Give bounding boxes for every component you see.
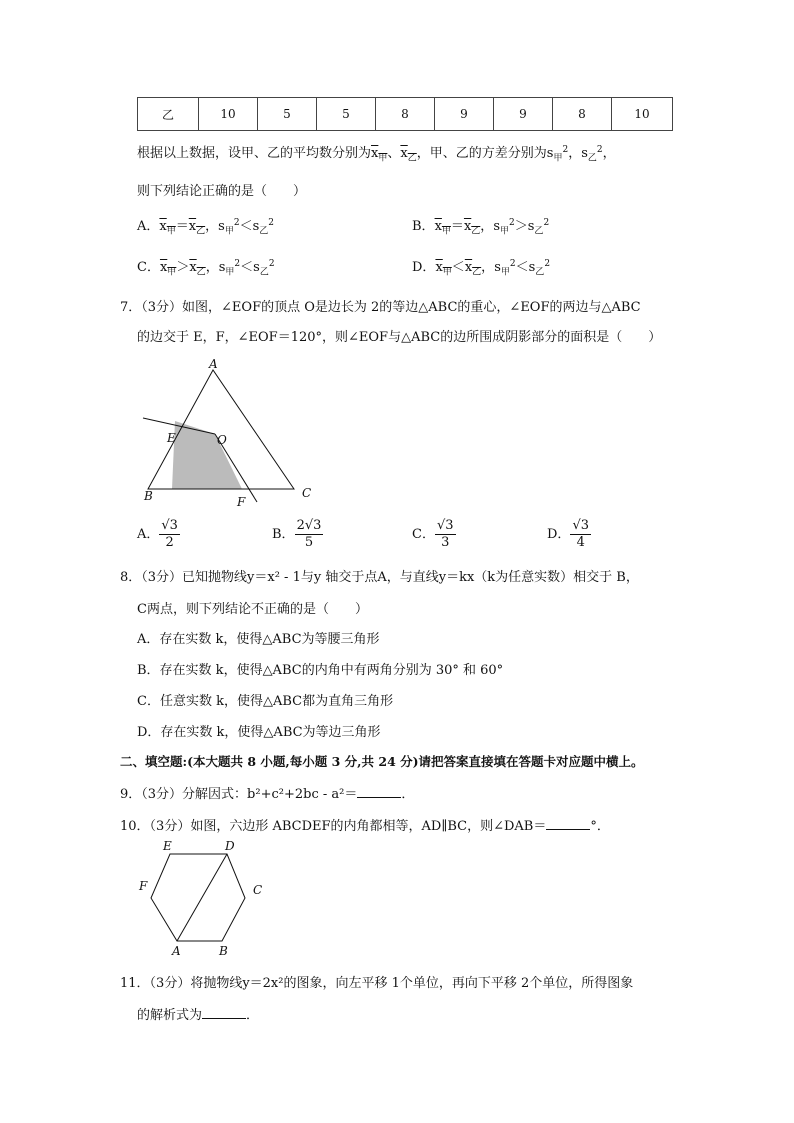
q11-line1: 11．（3分）将抛物线y＝2x²的图象，向左平移 1个单位，再向下平移 2个单位，所得图象 [120, 976, 634, 991]
q11-line2: 的解析式为 ． [137, 1008, 260, 1023]
q8-option-c: C．任意实数 k，使得△ABC都为直角三角形 [137, 694, 394, 709]
q7-option-c: C． $\frac{√3}{3}$ [412, 518, 454, 550]
label-a: A [172, 944, 181, 958]
table-row [138, 98, 673, 131]
hexagon-abcdef [151, 854, 245, 941]
table-cell: 5 [317, 98, 376, 131]
table-cell: 5 [258, 98, 317, 131]
q6-option-b: B．$x_甲=x_乙$，$s_甲^2>s_乙^2$ [412, 218, 550, 237]
label-c: C [302, 486, 312, 500]
q8-option-d: D．存在实数 k，使得△ABC为等边三角形 [137, 725, 381, 740]
q7-option-b: B． $\frac{2√3}{5}$ [272, 518, 322, 550]
q7-line2: 的边交于 E，F，∠EOF＝120°，则∠EOF与△ABC的边所围成阴影部分的面积是（ ） [137, 330, 662, 345]
label-b: B [219, 944, 228, 958]
q6-option-c: C．$x_甲>x_乙$，$s_甲^2<s_乙^2$ [137, 259, 275, 278]
q7-option-a: A． $\frac{√3}{2}$ [137, 518, 178, 550]
table-cell: 9 [494, 98, 553, 131]
q9: 9．（3分）分解因式：b²+c²+2bc - a²＝ ． [120, 787, 415, 802]
q8-option-b: B．存在实数 k，使得△ABC的内角中有两角分别为 30° 和 60° [137, 663, 504, 678]
hexagon-figure [135, 838, 270, 960]
answer-blank [202, 1006, 246, 1019]
q7-option-d: D． $\frac{√3}{4}$ [547, 518, 589, 550]
label-c: C [253, 883, 263, 897]
q8-option-a: A．存在实数 k，使得△ABC为等腰三角形 [137, 632, 380, 647]
label-b: B [144, 489, 153, 503]
q8-line2: C两点，则下列结论不正确的是（ ） [137, 602, 368, 617]
label-f: F [237, 495, 246, 509]
q10: 10．（3分）如图，六边形 ABCDEF的内角都相等，AD∥BC，则∠DAB＝ °． [120, 819, 610, 834]
table-cell: 8 [376, 98, 435, 131]
q6-line1: 根据以上数据，设甲、乙的平均数分别为$x_甲$、$x_乙$，甲、乙的方差分别为$s_甲^2$，$s_乙^2$， [137, 145, 616, 164]
label-d: D [225, 839, 235, 853]
label-a: A [209, 357, 218, 371]
table-cell: 8 [553, 98, 612, 131]
label-o: O [217, 433, 227, 447]
scores-table [137, 97, 673, 131]
q8-line1: 8．（3分）已知抛物线y＝x² - 1与y 轴交于点A，与直线y＝kx（k为任意实数）相交于 B， [120, 570, 639, 585]
section-heading: 二、填空题:(本大题共 8 小题,每小题 3 分,共 24 分)请把答案直接填在答题卡对应题中横上。 [120, 754, 644, 769]
table-cell: 9 [435, 98, 494, 131]
shaded-region [172, 421, 242, 489]
answer-blank [546, 817, 590, 830]
q6-option-d: D．$x_甲<x_乙$，$s_甲^2<s_乙^2$ [412, 259, 551, 278]
q6-line2: 则下列结论正确的是（ ） [137, 184, 307, 199]
triangle-figure [135, 352, 325, 512]
diagonal-ad [177, 854, 227, 941]
q7-line1: 7．（3分）如图，∠EOF的顶点 O是边长为 2的等边△ABC的重心，∠EOF的两边与△ABC [120, 300, 641, 315]
label-e: E [167, 431, 176, 445]
answer-blank [357, 785, 401, 798]
label-f: F [139, 879, 148, 893]
table-cell: 10 [199, 98, 258, 131]
label-e: E [163, 839, 172, 853]
table-cell: 10 [612, 98, 673, 131]
table-cell: 乙 [138, 98, 199, 131]
q6-option-a: A．$x_甲=x_乙$，$s_甲^2<s_乙^2$ [137, 218, 274, 237]
